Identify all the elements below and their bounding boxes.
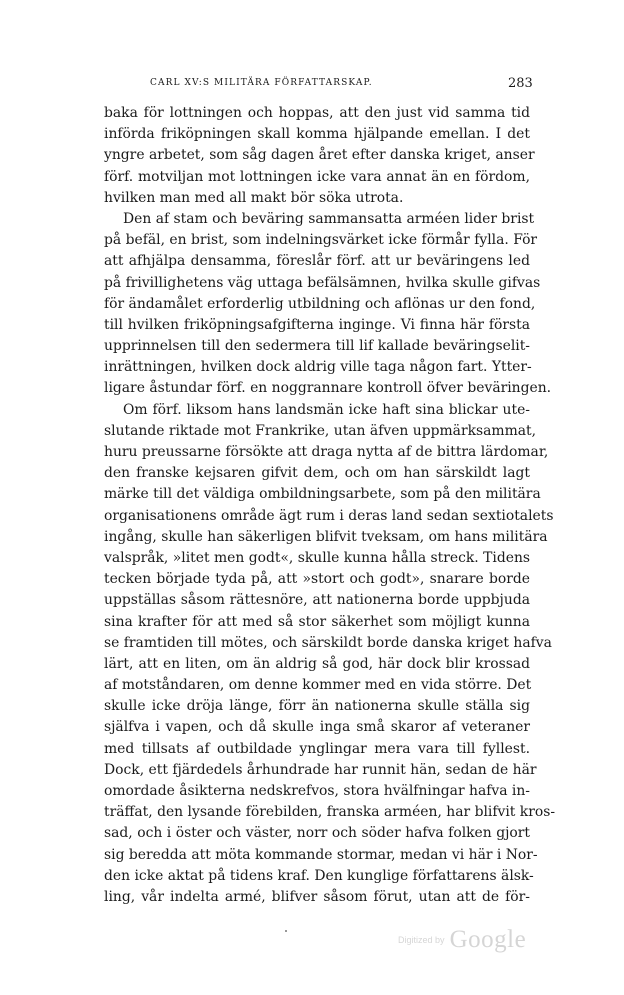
text-line: upprinnelsen till den sedermera till lif kallade beväringselit- (104, 338, 530, 355)
digitized-watermark (398, 926, 548, 956)
text-line: med tillsats af outbildade ynglingar mera vara till fyllest. (104, 740, 530, 757)
print-speck (285, 930, 287, 932)
text-line: ingång, skulle han säkerligen blifvit tveksam, om hans militära (104, 528, 548, 545)
text-line: Dock, ett fjärdedels århundrade har runnit hän, sedan de här (104, 761, 537, 778)
text-line: omordade åsikterna nedskrefvos, stora hvälfningar hafva in- (104, 783, 530, 799)
text-line: organisationens område ägt rum i deras land sedan sextiotalets (104, 507, 554, 524)
text-line: på befäl, en brist, som indelningsvärket icke förmår fylla. För (104, 232, 538, 249)
text-line: förf. motviljan mot lottningen icke vara annat än en fördom, (104, 168, 530, 185)
text-line: ling, vår indelta armé, blifver såsom förut, utan att de för- (104, 888, 530, 905)
text-line: slutande riktade mot Frankrike, utan äfven uppmärksammat, (104, 422, 537, 439)
text-line: sad, och i öster och väster, norr och söder hafva folken gjort (104, 825, 530, 842)
text-line: träffat, den lysande förebilden, franska arméen, har blifvit kros- (104, 804, 556, 821)
text-line: ligare åstundar förf. en noggrannare kontroll öfver beväringen. (104, 380, 552, 397)
body-text (104, 103, 556, 908)
text-line: för ändamålet erforderlig utbildning och aflönas ur den fond, (104, 295, 536, 312)
running-title: CARL XV:S MILITÄRA FÖRFATTARSKAP. (150, 78, 373, 88)
text-line: lärt, att en liten, om än aldrig så god, här dock blir krossad (104, 655, 530, 672)
text-line: Den af stam och beväring sammansatta arméen lider brist (123, 210, 535, 227)
text-line: sig beredda att möta kommande stormar, medan vi här i Nor- (104, 846, 538, 863)
watermark-prefix: Digitized by (398, 935, 445, 945)
text-line: valspråk, »litet men godt«, skulle kunna hålla streck. Tidens (104, 549, 531, 566)
text-line: sina krafter för att med så stor säkerhet som möjligt kunna (104, 613, 530, 630)
text-line: baka för lottningen och hoppas, att den just vid samma tid (104, 105, 530, 121)
text-line: inrättningen, hvilken dock aldrig ville taga någon fart. Ytter- (104, 359, 532, 376)
text-line: af motståndaren, om denne kommer med en vida större. Det (104, 677, 532, 694)
running-head (0, 78, 624, 94)
text-line: se framtiden till mötes, och särskildt borde danska kriget hafva (104, 634, 552, 651)
text-line: till hvilken friköpningsafgifterna inginge. Vi finna här första (104, 316, 530, 333)
text-line: skulle icke dröja länge, förr än nationerna skulle ställa sig (104, 698, 530, 715)
text-line: yngre arbetet, som såg dagen året efter danska kriget, anser (104, 147, 535, 164)
text-line: den icke aktat på tidens kraf. Den kunglige författarens älsk- (104, 867, 534, 884)
text-line: att afhjälpa densamma, föreslår förf. att ur beväringens led (104, 253, 530, 270)
text-line: på frivillighetens väg uttaga befälsämnen, hvilka skulle gifvas (104, 274, 541, 291)
page-number: 283 (508, 76, 533, 91)
text-line: Om förf. liksom hans landsmän icke haft sina blickar ute- (123, 401, 530, 418)
google-logo: Google (449, 926, 527, 953)
text-line: själfva i vapen, och då skulle inga små skaror af veteraner (104, 719, 530, 736)
text-line: den franske kejsaren gifvit dem, och om han särskildt lagt (104, 465, 530, 482)
text-line: märke till det väldiga ombildningsarbete, som på den militära (104, 486, 541, 503)
text-line: införda friköpningen skall komma hjälpande emellan. I det (104, 126, 530, 143)
text-line: tecken började tyda på, att »stort och godt», snarare borde (104, 571, 530, 588)
text-line: uppställas såsom rättesnöre, att nationerna borde uppbjuda (104, 592, 530, 609)
text-line: huru preussarne försökte att draga nytta af de bittra lärdomar, (104, 444, 549, 460)
text-line: hvilken man med all makt bör söka utrota. (104, 189, 404, 206)
